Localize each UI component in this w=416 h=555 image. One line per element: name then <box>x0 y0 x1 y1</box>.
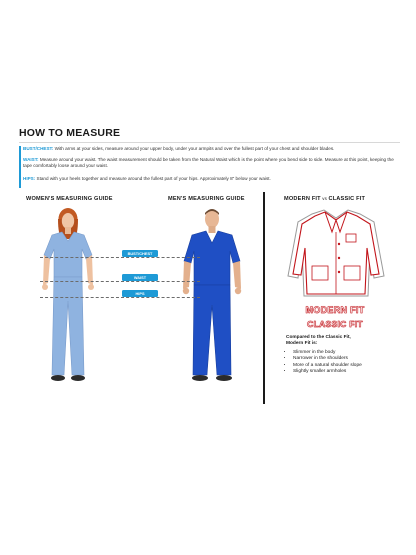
waist-key: WAIST: <box>23 157 39 162</box>
hips-key: HIPS: <box>23 176 36 181</box>
comparison-title: Compared to the Classic Fit, Modern Fit is: <box>286 335 351 347</box>
column-divider <box>263 192 265 404</box>
hips-instruction <box>23 176 400 182</box>
accent-bar <box>19 146 21 188</box>
classic-fit-label: CLASSIC FIT <box>307 319 363 329</box>
waist-measure-line <box>40 281 200 282</box>
lab-coat-illustration <box>282 208 390 298</box>
page-title: HOW TO MEASURE <box>19 127 121 139</box>
waist-instruction <box>23 157 400 169</box>
fit-comparison-title: MODERN FIT vs CLASSIC FIT <box>284 196 366 202</box>
hips-label: HIPS <box>122 290 158 297</box>
womens-guide-title: WOMEN'S MEASURING GUIDE <box>26 196 113 202</box>
waist-text: Measure around your waist. The waist measurement should be taken from the Natural Waist which is the point where you bend side to side. Measure at this point, keeping the tape comfortably loose around your waist. <box>23 157 394 169</box>
hips-text: Stand with your heels together and measure around the fullest part of your hips. Approximately 8" below your waist. <box>35 176 271 181</box>
bust-instruction <box>23 146 400 152</box>
hips-measure-line <box>40 297 200 298</box>
bust-chest-label: BUST/CHEST <box>122 250 158 257</box>
comparison-list <box>286 350 403 376</box>
waist-label: WAIST <box>122 274 158 281</box>
bust-measure-line <box>40 257 200 258</box>
comparison-item: • Slightly smaller armholes <box>293 369 403 375</box>
bust-text: With arms at your sides, measure around your upper body, under your armpits and over the fullest part of your chest and shoulder blades. <box>53 146 335 151</box>
comparison-item: • More of a natural shoulder slope <box>293 363 403 369</box>
bust-key: BUST/CHEST: <box>23 146 54 151</box>
heading-divider <box>19 142 400 143</box>
comparison-item: • Slimmer in the body <box>293 350 403 356</box>
modern-fit-label: MODERN FIT <box>305 305 365 315</box>
mens-guide-title: MEN'S MEASURING GUIDE <box>168 196 245 202</box>
comparison-item: • Narrower in the shoulders <box>293 356 403 362</box>
